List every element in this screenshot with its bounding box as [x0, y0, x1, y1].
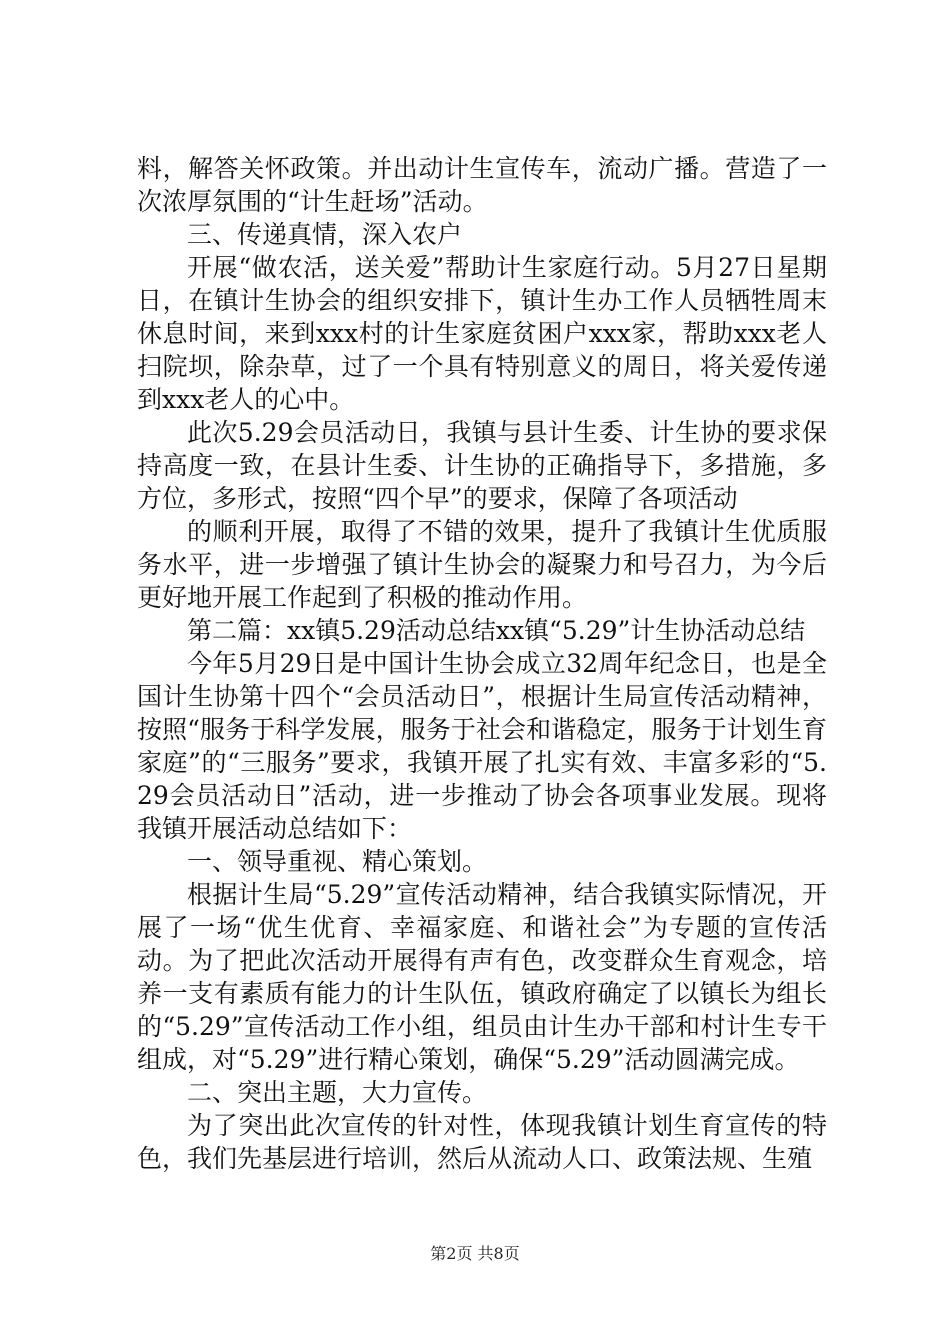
paragraph-1: 料，解答关怀政策。并出动计生宣传车，流动广播。营造了一次浓厚氛围的“计生赶场”活动。	[137, 154, 827, 216]
paragraph-5: 今年5月29日是中国计生协会成立32周年纪念日，也是全国计生协第十四个“会员活动日”，根据计生局宣传活动精神，按照“服务于科学发展，服务于社会和谐稳定，服务于计划生育家庭”的“三服务”要求，我镇开展了扎实有效、丰富多彩的“5.29会员活动日”活动，进一步推动了协会各项事业发展。现将我镇开展活动总结如下：	[137, 649, 827, 843]
paragraph-2: 开展“做农活，送关爱”帮助计生家庭行动。5月27日星期日，在镇计生协会的组织安排下，镇计生办工作人员牺牲周末休息时间，来到xxx村的计生家庭贫困户xxx家，帮助xxx老人扫院坝，除杂草，过了一个具有特别意义的周日，将关爱传递到xxx老人的心中。	[137, 253, 827, 414]
paragraph-3: 此次5.29会员活动日，我镇与县计生委、计生协的要求保持高度一致，在县计生委、计生协的正确指导下，多措施，多方位，多形式，按照“四个早”的要求，保障了各项活动	[137, 418, 827, 513]
section-heading-1: 一、领导重视、精心策划。	[187, 847, 488, 876]
page-number-footer: 第2页 共8页	[430, 1244, 520, 1263]
section-heading-3: 三、传递真情，深入农户	[187, 220, 463, 249]
section-heading-2: 二、突出主题，大力宣传。	[187, 1078, 488, 1107]
document-body	[137, 152, 827, 1175]
paragraph-7: 为了突出此次宣传的针对性，体现我镇计划生育宣传的特色，我们先基层进行培训，然后从流动人口、政策法规、生殖	[137, 1111, 827, 1173]
paragraph-4: 的顺利开展，取得了不错的效果，提升了我镇计生优质服务水平，进一步增强了镇计生协会的凝聚力和号召力，为今后更好地开展工作起到了积极的推动作用。	[137, 517, 827, 612]
paragraph-6: 根据计生局“5.29”宣传活动精神，结合我镇实际情况，开展了一场“优生优育、幸福家庭、和谐社会”为专题的宣传活动。为了把此次活动开展得有声有色，改变群众生育观念，培养一支有素质有能力的计生队伍，镇政府确定了以镇长为组长的“5.29”宣传活动工作小组，组员由计生办干部和村计生专干组成，对“5.29”进行精心策划，确保“5.29”活动圆满完成。	[137, 880, 827, 1074]
chapter-heading-2: 第二篇：xx镇5.29活动总结xx镇“5.29”计生协活动总结	[187, 616, 806, 645]
